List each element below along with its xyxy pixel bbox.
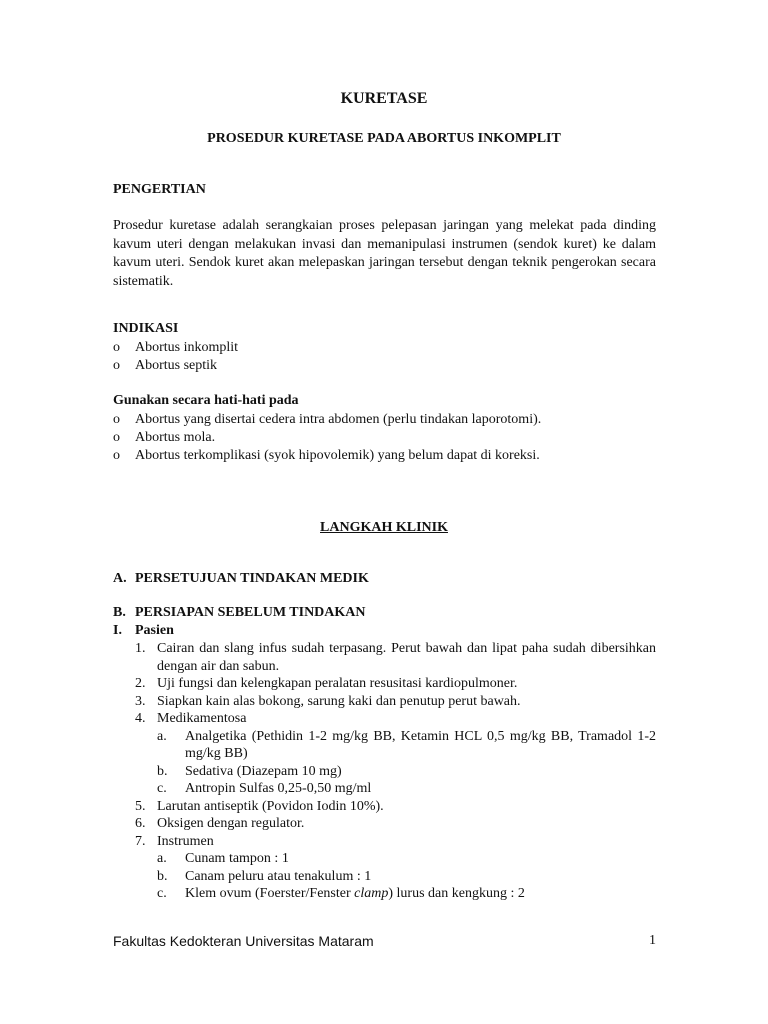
list-item: 4. Medikamentosa a. Analgetika (Pethidin 1-2 mg/kg BB, Ketamin HCL 0,5 mg/kg BB, Tramadol 1-2 mg/kg BB) b. Sedativa (Diazepam 10 mg) c. Antropin Sulfas 0,25-0,50 mg/ml — [135, 711, 656, 796]
list-item: o Abortus septik — [113, 358, 218, 373]
pasien-list — [135, 640, 656, 903]
document-title: KURETASE — [340, 90, 428, 107]
list-item: o Abortus inkomplit — [113, 340, 239, 355]
document-subtitle: PROSEDUR KURETASE PADA ABORTUS INKOMPLIT — [207, 131, 561, 146]
indikasi-heading: INDIKASI — [113, 321, 179, 336]
section-i-heading: I. Pasien — [113, 623, 174, 638]
bullet-icon: o — [113, 340, 120, 355]
list-item: 7. Instrumen a. Cunam tampon : 1 b. Canam peluru atau tenakulum : 1 c. Klem ovum (Foerster/Fenster clamp) lurus dan kengkung : 2 — [135, 833, 656, 903]
instrumen-list — [157, 850, 656, 903]
list-item: b. Sedativa (Diazepam 10 mg) — [157, 763, 342, 779]
bullet-icon: o — [113, 412, 120, 427]
section-b-heading: B. PERSIAPAN SEBELUM TINDAKAN — [113, 605, 366, 620]
list-item: c. Klem ovum (Foerster/Fenster clamp) lurus dan kengkung : 2 — [157, 886, 525, 901]
list-item: 6. Oksigen dengan regulator. — [135, 816, 305, 831]
list-item: 5. Larutan antiseptik (Povidon Iodin 10%). — [135, 798, 384, 814]
list-item: 1. Cairan dan slang infus sudah terpasang. Perut bawah dan lipat paha sudah dibersihkan dengan air dan sabun. — [135, 641, 656, 674]
list-item: 2. Uji fungsi dan kelengkapan peralatan resusitasi kardiopulmoner. — [135, 676, 518, 691]
indikasi-list — [113, 339, 238, 375]
section-a-heading: A. PERSETUJUAN TINDAKAN MEDIK — [113, 571, 369, 586]
list-item: o Abortus mola. — [113, 430, 216, 445]
list-item: c. Antropin Sulfas 0,25-0,50 mg/ml — [157, 781, 372, 796]
langkah-klinik-heading: LANGKAH KLINIK — [320, 520, 448, 535]
list-item: o Abortus terkomplikasi (syok hipovolemik) yang belum dapat di koreksi. — [113, 448, 540, 463]
hati-hati-list — [113, 411, 541, 465]
list-item: 3. Siapkan kain alas bokong, sarung kaki dan penutup perut bawah. — [135, 693, 521, 709]
pengertian-heading: PENGERTIAN — [113, 182, 206, 197]
list-item: o Abortus yang disertai cedera intra abdomen (perlu tindakan laporotomi). — [113, 412, 542, 427]
bullet-icon: o — [113, 430, 120, 445]
page-number: 1 — [649, 933, 656, 948]
pengertian-paragraph: Prosedur kuretase adalah serangkaian proses pelepasan jaringan yang melekat pada dinding kavum uteri dengan melakukan invasi dan memanipulasi instrumen (sendok kuret) ke dalam kavum uteri. Sendok kuret akan melepaskan jaringan tersebut dengan teknik pengerokan secara sistematik. — [113, 218, 656, 289]
medikamentosa-list — [157, 728, 656, 798]
list-item: a. Cunam tampon : 1 — [157, 851, 289, 866]
list-item: b. Canam peluru atau tenakulum : 1 — [157, 868, 372, 884]
footer-institution: Fakultas Kedokteran Universitas Mataram — [113, 933, 374, 949]
bullet-icon: o — [113, 448, 120, 463]
hati-hati-heading: Gunakan secara hati-hati pada — [113, 393, 299, 408]
list-item: a. Analgetika (Pethidin 1-2 mg/kg BB, Ketamin HCL 0,5 mg/kg BB, Tramadol 1-2 mg/kg BB) — [157, 728, 656, 761]
bullet-icon: o — [113, 358, 120, 373]
